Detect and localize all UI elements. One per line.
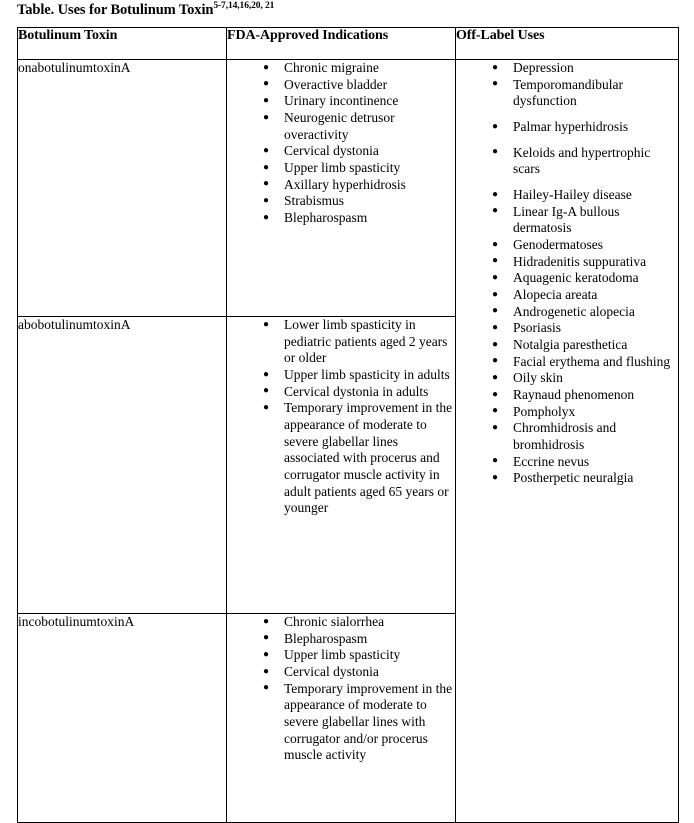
list-item: ● Postherpetic neuralgia	[492, 470, 678, 487]
list-item: ● Oily skin	[492, 370, 678, 387]
list-item: ● Androgenetic alopecia	[492, 304, 678, 321]
list-item: ● Cervical dystonia	[263, 664, 455, 681]
list-item: ● Genodermatoses	[492, 237, 678, 254]
list-item: ● Chronic sialorrhea	[263, 614, 455, 631]
indications-cell	[227, 317, 456, 614]
list-item: ● Aquagenic keratodoma	[492, 270, 678, 287]
list-item: ● Axillary hyperhidrosis	[263, 177, 455, 194]
list-item: ● Temporary improvement in the appearance of moderate to severe glabellar lines with corrugator and/or procerus muscle activity	[263, 681, 455, 764]
list-item: ● Lower limb spasticity in pediatric patients aged 2 years or older	[263, 317, 455, 367]
list-item: ● Eccrine nevus	[492, 454, 678, 471]
indications-list	[227, 614, 455, 764]
list-item: ● Upper limb spasticity in adults	[263, 367, 455, 384]
list-item: ● Keloids and hypertrophic scars	[492, 145, 678, 178]
list-item: ● Blepharospasm	[263, 210, 455, 227]
list-item: ● Facial erythema and flushing	[492, 354, 678, 371]
list-item: ● Temporary improvement in the appearance of moderate to severe glabellar lines associated with procerus and corrugator muscle activity in adult patients aged 65 years or younger	[263, 400, 455, 517]
column-header-botulinum-toxin: Botulinum Toxin	[18, 28, 227, 60]
toxin-name-cell: abobotulinumtoxinA	[18, 317, 227, 614]
list-item: ● Alopecia areata	[492, 287, 678, 304]
table-header-row	[18, 28, 679, 60]
list-item: ● Strabismus	[263, 193, 455, 210]
list-item: ● Cervical dystonia	[263, 143, 455, 160]
indications-list	[227, 317, 455, 517]
list-item: ● Depression	[492, 60, 678, 77]
indications-cell	[227, 614, 456, 823]
list-item: ● Chronic migraine	[263, 60, 455, 77]
list-item: ● Urinary incontinence	[263, 93, 455, 110]
column-header-off-label-uses: Off-Label Uses	[456, 28, 679, 60]
table-caption-text: Table. Uses for Botulinum Toxin	[17, 2, 214, 18]
table-caption	[17, 2, 274, 19]
list-item: ● Upper limb spasticity	[263, 647, 455, 664]
list-item: ● Linear Ig-A bullous dermatosis	[492, 204, 678, 237]
list-item: ● Hidradenitis suppurativa	[492, 254, 678, 271]
indications-list	[227, 60, 455, 227]
table-row	[18, 60, 679, 317]
indications-cell	[227, 60, 456, 317]
off-label-uses-list	[456, 60, 678, 487]
list-item: ● Raynaud phenomenon	[492, 387, 678, 404]
table-caption-references: 5-7,14,16,20, 21	[213, 1, 275, 12]
list-item: ● Palmar hyperhidrosis	[492, 119, 678, 136]
list-item: ● Chromhidrosis and bromhidrosis	[492, 420, 678, 453]
botulinum-toxin-uses-table	[17, 27, 679, 823]
list-item: ● Notalgia paresthetica	[492, 337, 678, 354]
list-item: ● Psoriasis	[492, 320, 678, 337]
list-item: ● Overactive bladder	[263, 77, 455, 94]
list-item: ● Blepharospasm	[263, 631, 455, 648]
column-header-fda-approved-indications: FDA-Approved Indications	[227, 28, 456, 60]
list-item: ● Upper limb spasticity	[263, 160, 455, 177]
list-item: ● Hailey-Hailey disease	[492, 187, 678, 204]
toxin-name-cell: onabotulinumtoxinA	[18, 60, 227, 317]
list-item: ● Neurogenic detrusor overactivity	[263, 110, 455, 143]
toxin-name-cell: incobotulinumtoxinA	[18, 614, 227, 823]
list-item: ● Temporomandibular dysfunction	[492, 77, 678, 110]
list-item: ● Pompholyx	[492, 404, 678, 421]
list-item: ● Cervical dystonia in adults	[263, 384, 455, 401]
off-label-uses-cell	[456, 60, 679, 823]
